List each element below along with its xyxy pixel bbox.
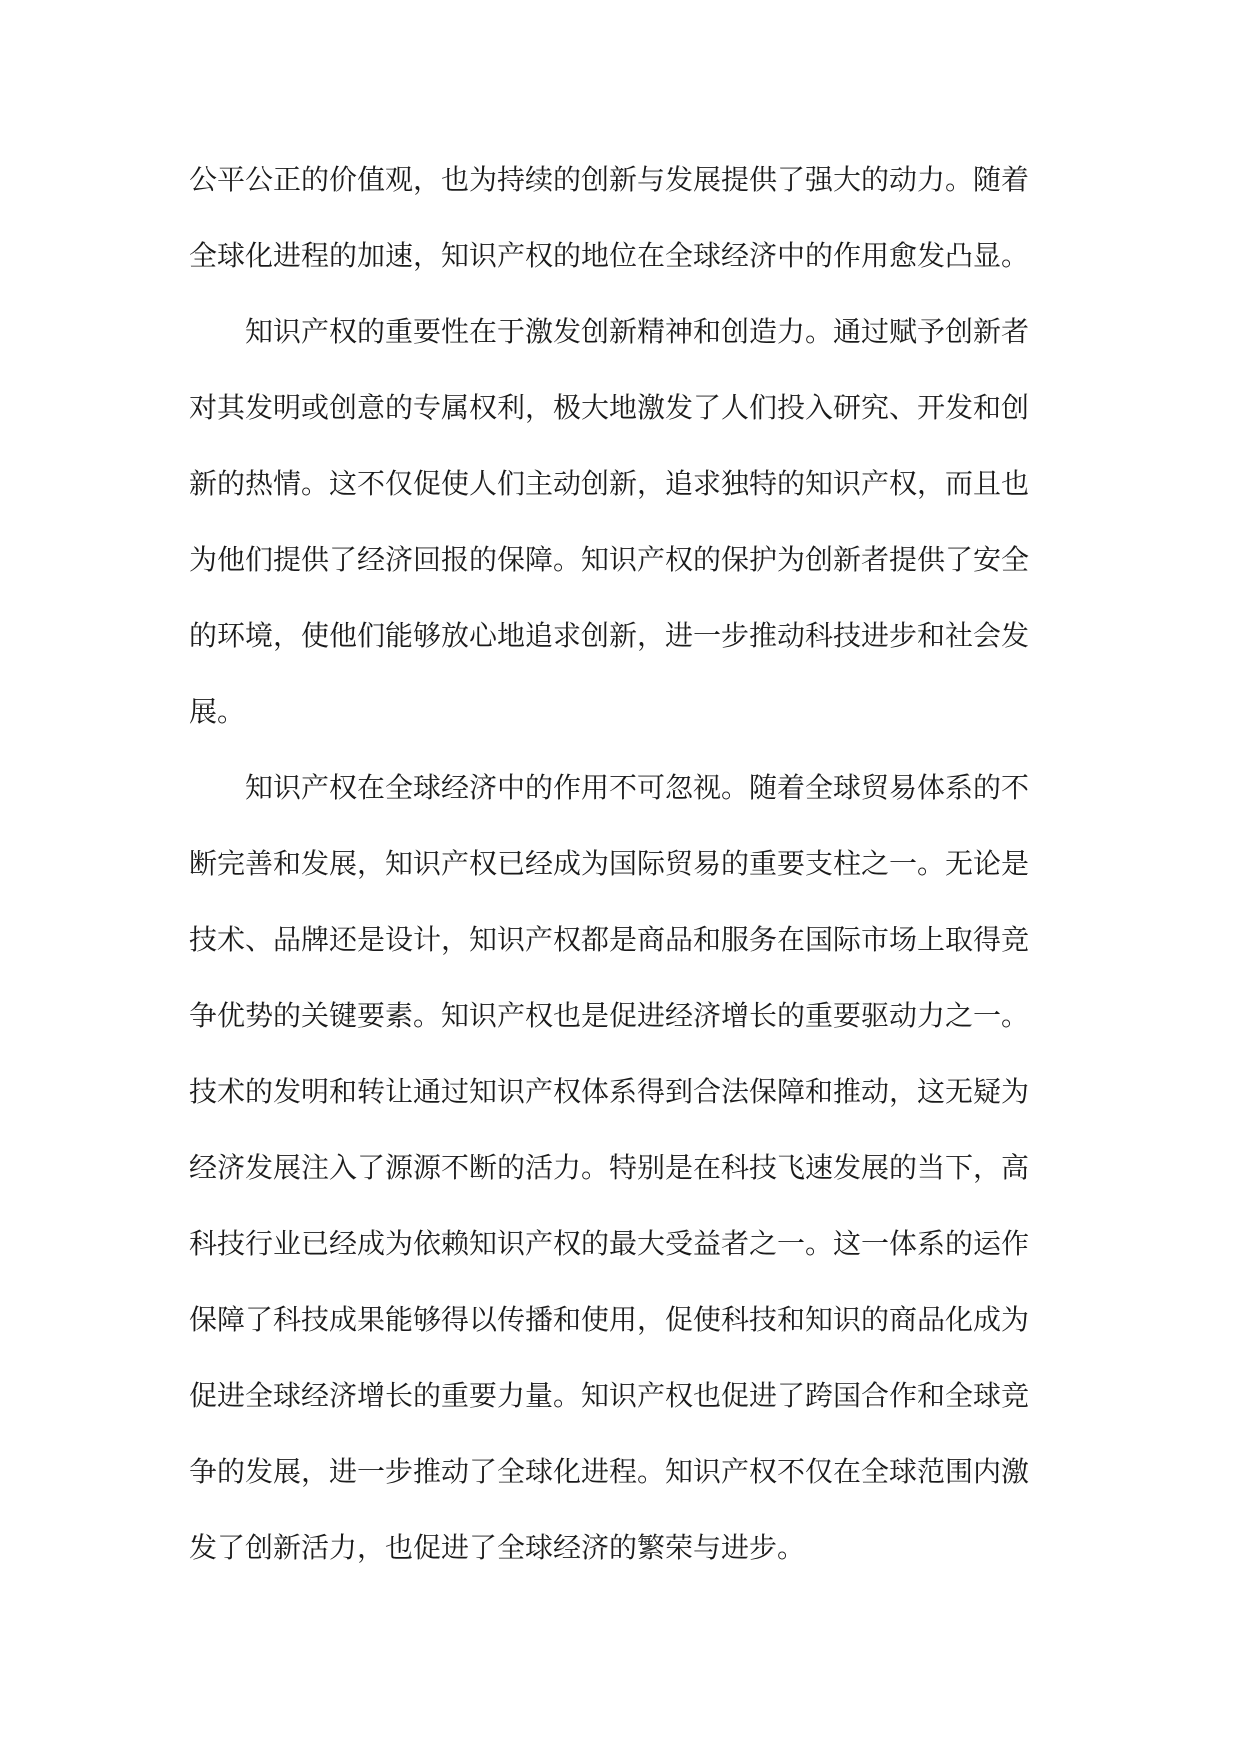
text-line: 发了创新活力，也促进了全球经济的繁荣与进步。 (189, 1531, 806, 1564)
text-line: 技术、品牌还是设计，知识产权都是商品和服务在国际市场上取得竞 (189, 923, 1030, 956)
text-line: 知识产权的重要性在于激发创新精神和创造力。通过赋予创新者 (245, 315, 1030, 348)
text-line: 促进全球经济增长的重要力量。知识产权也促进了跨国合作和全球竞 (189, 1379, 1030, 1412)
text-line: 保障了科技成果能够得以传播和使用，促使科技和知识的商品化成为 (189, 1303, 1030, 1336)
text-line: 科技行业已经成为依赖知识产权的最大受益者之一。这一体系的运作 (189, 1227, 1030, 1260)
text-line: 的环境，使他们能够放心地追求创新，进一步推动科技进步和社会发 (189, 619, 1030, 652)
text-line: 争优势的关键要素。知识产权也是促进经济增长的重要驱动力之一。 (189, 999, 1030, 1032)
text-line: 知识产权在全球经济中的作用不可忽视。随着全球贸易体系的不 (245, 771, 1030, 804)
text-line: 断完善和发展，知识产权已经成为国际贸易的重要支柱之一。无论是 (189, 847, 1030, 880)
text-line: 技术的发明和转让通过知识产权体系得到合法保障和推动，这无疑为 (189, 1075, 1030, 1108)
text-line: 展。 (189, 695, 246, 728)
text-line: 经济发展注入了源源不断的活力。特别是在科技飞速发展的当下，高 (189, 1151, 1030, 1184)
text-line: 为他们提供了经济回报的保障。知识产权的保护为创新者提供了安全 (189, 543, 1030, 576)
text-line: 新的热情。这不仅促使人们主动创新，追求独特的知识产权，而且也 (189, 467, 1030, 500)
paragraph-1 (189, 142, 1069, 294)
text-line: 对其发明或创意的专属权利，极大地激发了人们投入研究、开发和创 (189, 391, 1030, 424)
document-body (189, 142, 1069, 1586)
text-line: 公平公正的价值观，也为持续的创新与发展提供了强大的动力。随着 (189, 163, 1030, 196)
paragraph-2 (189, 294, 1069, 750)
paragraph-3 (189, 750, 1069, 1586)
text-line: 争的发展，进一步推动了全球化进程。知识产权不仅在全球范围内激 (189, 1455, 1030, 1488)
text-line: 全球化进程的加速，知识产权的地位在全球经济中的作用愈发凸显。 (189, 239, 1030, 272)
